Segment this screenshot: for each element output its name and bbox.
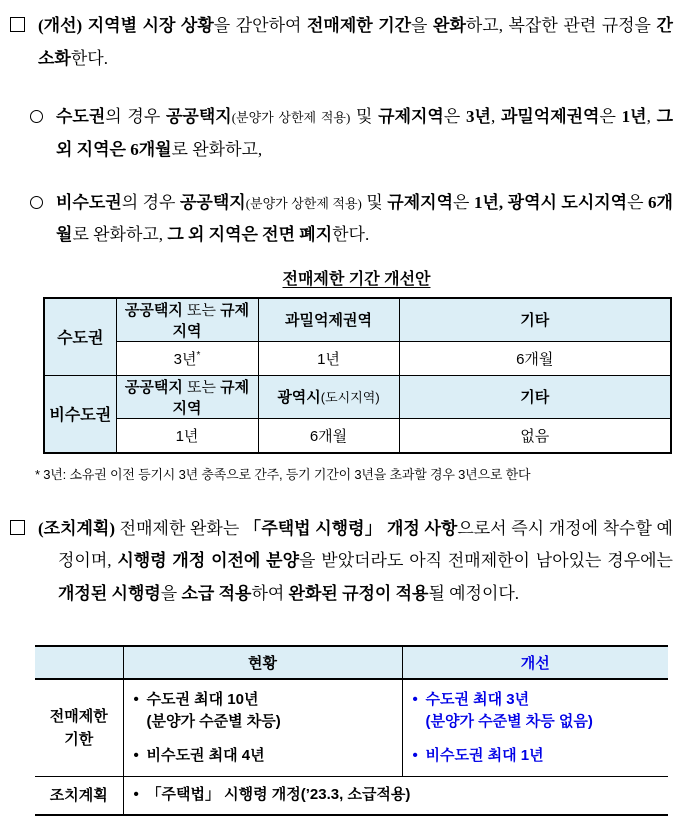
value-cell: 1년	[258, 341, 399, 375]
list-item-text: 비수도권 최대 1년	[425, 746, 544, 764]
row-group-label-metropolitan: 수도권	[44, 298, 116, 376]
value-cell: 없음	[399, 418, 671, 453]
status-improvement-table	[35, 645, 668, 816]
paragraph-metropolitan-text: 수도권의 경우 공공택지(분양가 상한제 적용) 및 규제지역은 3년, 과밀억제권역은 1년, 그 외 지역은 6개월로 완화하고,	[56, 107, 673, 159]
improvement-cell	[402, 679, 668, 777]
row-group-label-non-metropolitan: 비수도권	[44, 375, 116, 453]
header-overconcentration-zone: 과밀억제권역	[258, 298, 399, 342]
row-label-line: 기한	[64, 730, 94, 748]
checkbox-icon	[10, 17, 25, 32]
table-row	[44, 341, 671, 375]
table-row	[44, 298, 671, 342]
table1-footnote: * 3년: 소유권 이전 등기시 3년 충족으로 간주, 등기 기간이 3년을 초과할 경우 3년으로 한다	[35, 466, 531, 482]
value-cell: 6개월	[258, 418, 399, 453]
improvement-header: 개선	[402, 646, 668, 679]
paragraph-action-plan	[10, 513, 673, 611]
list-item	[134, 784, 659, 807]
paragraph-metropolitan	[10, 101, 673, 166]
header-public-housing: 공공택지 또는 규제지역	[116, 375, 258, 418]
table-row	[44, 375, 671, 418]
paragraph-improvement-text: (개선) 지역별 시장 상황을 감안하여 전매제한 기간을 완화하고, 복잡한 관련 규정을 간소화한다.	[38, 16, 673, 68]
list-item-text: 수도권 최대 10년	[146, 690, 259, 708]
sub-item-marker	[30, 187, 56, 252]
list-item-subtext: (분양가 수준별 차등)	[146, 713, 281, 731]
bullet-icon: •	[412, 746, 418, 764]
list-item-text: 비수도권 최대 4년	[146, 746, 265, 764]
header-other: 기타	[399, 375, 671, 418]
paragraph-action-plan-text: (조치계획) 전매제한 완화는 「주택법 시행령」 개정 사항으로서 즉시 개정에 착수할 예정이며, 시행령 개정 이전에 분양을 받았더라도 아직 전매제한이 남아있는 경우에는 개정된 시행령을 소급 적용하여 완화된 규정이 적용될 예정이다.	[38, 518, 673, 603]
row-label-resale-limit	[35, 679, 123, 777]
bullet-icon: •	[133, 786, 139, 804]
header-other: 기타	[399, 298, 671, 342]
list-item-subtext: (분양가 수준별 차등 없음)	[425, 713, 593, 731]
paragraph-non-metropolitan-text: 비수도권의 경우 공공택지(분양가 상한제 적용) 및 규제지역은 1년, 광역시 도시지역은 6개월로 완화하고, 그 외 지역은 전면 폐지한다.	[56, 192, 673, 245]
current-status-header: 현황	[123, 646, 402, 679]
current-status-cell	[123, 679, 402, 777]
circle-bullet-icon	[30, 110, 43, 123]
empty-header-cell	[35, 646, 123, 679]
row-label-line: 전매제한	[49, 707, 108, 725]
table-header-row	[35, 646, 668, 679]
list-item-text: 수도권 최대 3년	[425, 690, 530, 708]
action-plan-cell	[123, 777, 668, 815]
bullet-icon: •	[133, 690, 139, 708]
list-item	[134, 689, 392, 734]
section-marker	[10, 513, 38, 611]
table-row-action-plan	[35, 777, 668, 815]
resale-restriction-table	[43, 297, 672, 454]
header-metropolitan-city: 광역시(도시지역)	[258, 375, 399, 418]
bullet-icon: •	[412, 690, 418, 708]
value-cell: 6개월	[399, 341, 671, 375]
row-label-action-plan: 조치계획	[35, 777, 123, 815]
header-public-housing: 공공택지 또는 규제지역	[116, 298, 258, 342]
table-row-resale-limit	[35, 679, 668, 777]
list-item-text: 「주택법」 시행령 개정(’23.3, 소급적용)	[146, 786, 411, 804]
bullet-icon: •	[133, 746, 139, 764]
list-item	[413, 689, 659, 734]
section-marker	[10, 10, 38, 75]
table1-title	[43, 266, 670, 289]
value-cell: 1년	[116, 418, 258, 453]
table1-title-text: 전매제한 기간 개선안	[282, 270, 431, 288]
list-item	[134, 745, 392, 768]
paragraph-improvement	[10, 10, 673, 75]
value-cell: 3년*	[116, 341, 258, 375]
checkbox-icon	[10, 520, 25, 535]
circle-bullet-icon	[30, 196, 43, 209]
sub-item-marker	[30, 101, 56, 166]
paragraph-non-metropolitan	[10, 187, 673, 252]
list-item	[413, 745, 659, 768]
table-row	[44, 418, 671, 453]
